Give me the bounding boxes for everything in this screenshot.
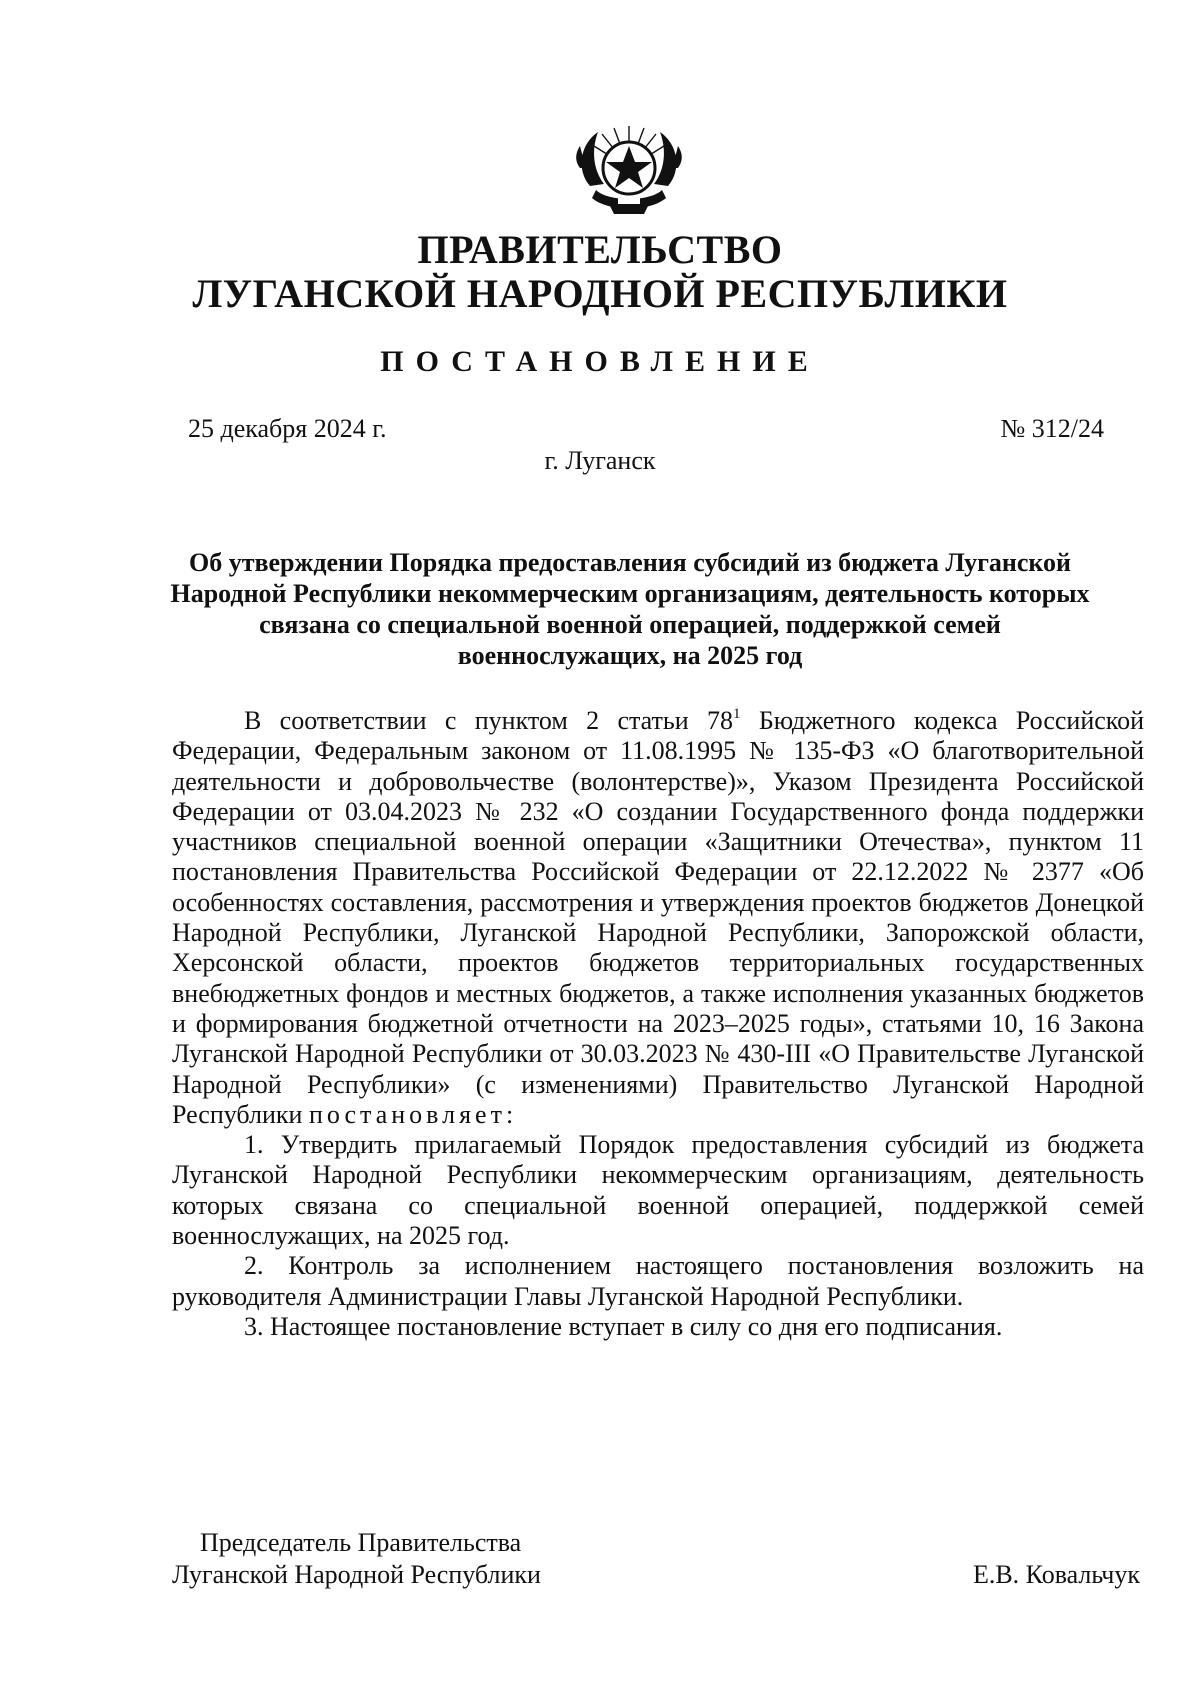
signatory-name: Е.В. Ковальчук [972,1560,1140,1589]
organization-name-line1: ПРАВИТЕЛЬСТВО [417,227,783,272]
decree-item-2: 2. Контроль за исполнением настоящего постановления возложить на руководителя Администрации Главы Луганской Народной Республики. [172,1251,1144,1311]
decree-word: постановляет: [308,1099,518,1129]
article-superscript: 1 [733,706,741,722]
document-type: ПОСТАНОВЛЕНИЕ [380,345,820,378]
document-title: Об утверждении Порядка предоставления субсидий из бюджета Луганской Народной Республики некоммерческим организациям, деятельность которых связана со специальной военной операцией, поддержкой семей военнослужащих, на 2025 год [170,548,1090,670]
decree-item-1: 1. Утвердить прилагаемый Порядок предоставления субсидий из бюджета Луганской Народной Республики некоммерческим организациям, деятельность которых связана со специальной военной операцией, поддержкой семей военнослужащих, на 2025 год. [172,1130,1144,1251]
preamble-paragraph [172,706,1144,1130]
signatory-position-line1: Председатель Правительства [200,1528,522,1557]
signatory-position-line2: Луганской Народной Республики [172,1560,541,1589]
document-date: 25 декабря 2024 г. [188,414,387,443]
preamble-text-part2: Бюджетного кодекса Российской Федерации, Федеральным законом от 11.08.1995 № 135-ФЗ «О благотворительной деятельности и добровольчестве (волонтерстве)», Указом Президента Российской Федерации от 03.04.2023 № 232 «О создании Государственного фонда поддержки участников специальной военной операции «Защитники Отечества», пунктом 11 постановления Правительства Российской Федерации от 22.12.2022 № 2377 «Об особенностях составления, рассмотрения и утверждения проектов бюджетов Донецкой Народной Республики, Луганской Народной Республики, Запорожской области, Херсонской области, проектов бюджетов территориальных государственных внебюджетных фондов и местных бюджетов, а также исполнения указанных бюджетов и формирования бюджетной отчетности на 2023–2025 годы», статьями 10, 16 Закона Луганской Народной Республики от 30.03.2023 № 430-III «О Правительстве Луганской Народной Республики» (с изменениями) Правительство Луганской Народной Республики [172,706,1145,1129]
document-body [172,706,1144,1342]
organization-name-line2: ЛУГАНСКОЙ НАРОДНОЙ РЕСПУБЛИКИ [192,271,1008,316]
document-city: г. Луганск [544,446,656,475]
decree-item-3: 3. Настоящее постановление вступает в силу со дня его подписания. [244,1311,1003,1341]
lpr-coat-of-arms-icon [574,124,684,216]
preamble-text-part1: В соответствии с пунктом 2 статьи 78 [244,706,733,735]
document-number: № 312/24 [1000,414,1104,443]
